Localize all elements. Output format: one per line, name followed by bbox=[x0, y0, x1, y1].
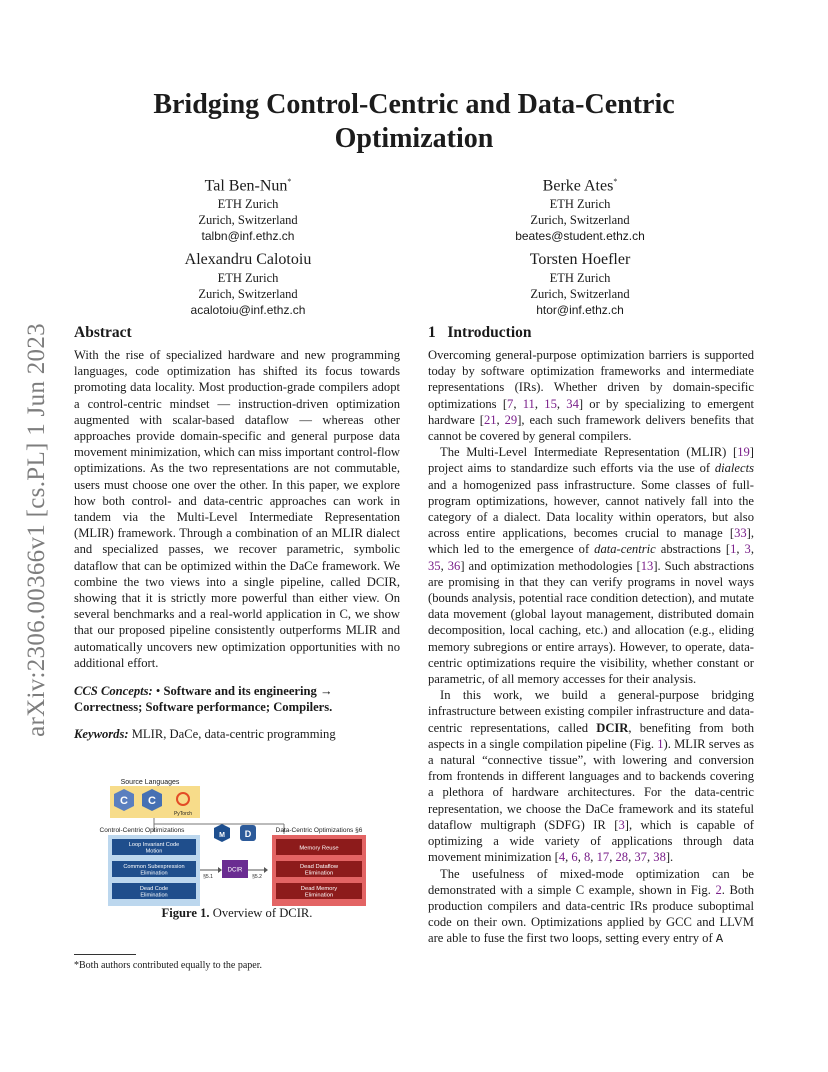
keywords bbox=[74, 727, 400, 742]
data-centric-label: Data-Centric Optimizations §6 bbox=[275, 827, 363, 834]
left-item-2-text-2: Elimination bbox=[140, 870, 168, 877]
intro-heading bbox=[428, 324, 754, 342]
control-centric-label: Control-Centric Optimizations bbox=[99, 827, 185, 834]
author-name: Berke Ates bbox=[542, 177, 614, 195]
abstract-text: With the rise of specialized hardware and new programming languages, code optimization has shifted its focus towards promoting data locality. Most production-grade compilers adopt a control-centric mindset — instruction-driven optimization augmented with scalar-based dataflow — whereas other approaches provide domain-specific and general purpose data movement minimization, which can miss important control-flow optimizations. As the two representations are not commutable, users must choose one over the other. In this paper, we explore how both control- and data-centric approaches can work in tandem via the Multi-Level Intermediate Representation (MLIR) framework. Through a combination of an MLIR dialect and specialized passes, we recover parametric, symbolic dataflow that can be optimized within the DaCe framework. We combine the two views into a single pipeline, called DCIR, showing that it is strictly more powerful than either view. On several benchmarks and a real-world application in C, we show that our proposed pipeline consistently outperforms MLIR and automatically uncovers new optimization opportunities with no additional effort. bbox=[74, 348, 400, 670]
intro-paragraph-4: The usefulness of mixed-mode optimization can be demonstrated with a simple C example, shown in Fig. 2. Both production compilers and data-centric IRs produce suboptimal code on their own. Optimizations applied by GCC and LLVM are able to fuse the first two loops, setting every entry of A bbox=[428, 866, 754, 947]
ccs-label: CCS Concepts: bbox=[74, 684, 153, 699]
right-item-3-text: Dead Memory bbox=[300, 886, 338, 892]
author-name: Tal Ben-Nun bbox=[204, 177, 288, 195]
figure-1-caption bbox=[74, 906, 400, 921]
sec-right-label: §5.2 bbox=[252, 874, 262, 880]
author-name: Torsten Hoefler bbox=[529, 251, 631, 268]
author-email[interactable]: talbn@inf.ethz.ch bbox=[201, 229, 295, 244]
figure-caption-text: Overview of DCIR. bbox=[212, 906, 313, 920]
author-email[interactable]: acalotoiu@inf.ethz.ch bbox=[190, 303, 306, 317]
author-mark: * bbox=[287, 177, 292, 186]
author-block-2 bbox=[450, 172, 710, 244]
author-block-3 bbox=[118, 250, 378, 318]
author-affiliation: ETH Zurich bbox=[217, 197, 279, 212]
author-location: Zurich, Switzerland bbox=[530, 287, 630, 301]
intro-paragraph-3: In this work, we build a general-purpose bridging infrastructure between existing compiler infrastructure and data-centric representations, called DCIR, benefiting from both aspects in a single compilation pipeline (Fig. 1). MLIR serves as a natural “connective tissue”, with lowering and conversion from frontends in different languages and to backends covering a plethora of hardware architectures. For the data-centric representation, we choose the DaCe framework and its stateful dataflow multigraph (SDFG) IR [3], which is capable of optimizing a wide variety of applications through data movement minimization [4, 6, 8, 17, 28, 37, 38]. bbox=[428, 688, 754, 865]
author-mark: * bbox=[613, 177, 618, 186]
intro-paragraph-1: Overcoming general-purpose optimization barriers is supported today by software optimization frameworks and intermediate representations (IRs). Whether driven by domain-specific optimizations [7, 11, 15, 34] or by specializing to emergent hardware [21, 29], each such framework delivers benefits that cannot be covered by general compilers. bbox=[428, 348, 754, 444]
arxiv-stamp bbox=[22, 300, 52, 760]
sec-left-label: §5.1 bbox=[203, 874, 213, 880]
abstract-heading: Abstract bbox=[74, 324, 132, 341]
author-location: Zurich, Switzerland bbox=[198, 287, 298, 301]
figure-caption-label: Figure 1. bbox=[161, 906, 210, 920]
author-block-1 bbox=[118, 172, 378, 244]
keywords-label: Keywords: bbox=[74, 727, 129, 742]
footnote: *Both authors contributed equally to the paper. bbox=[74, 960, 263, 971]
keywords-text: MLIR, DaCe, data-centric programming bbox=[131, 727, 336, 742]
arxiv-stamp-text: arXiv:2306.00366v1 [cs.PL] 1 Jun 2023 bbox=[23, 323, 50, 737]
intro-heading-text: Introduction bbox=[447, 324, 532, 341]
author-block-4 bbox=[450, 250, 710, 318]
paper-title: Bridging Control-Centric and Data-Centric Optimization bbox=[153, 89, 675, 154]
left-item-3-text-2: Elimination bbox=[140, 892, 168, 899]
intro-paragraph-2: The Multi-Level Intermediate Representation (MLIR) [19] project aims to standardize such efforts via the use of dialects and a homogenized pass infrastructure. Some classes of full-program optimizations, however, cannot natively fall into the category of a dialect. Data locality within operators, but also across entire applications, becomes crucial to manage [33], which led to the emergence of data-centric abstractions [1, 3, 35, 36] and optimization methodologies [13]. Such abstractions are promising in that they can verify programs in novel ways (bounds analysis, potential race condition detection), and mutate data movement (global layout management, distributed domain decomposition, local caching, etc.) and allocation (e.g., eliding memory subregions or entire arrays). However, to operate, data-centric optimizations require the visibility, whether constant or parametric, of all memory accesses for their analysis. bbox=[428, 445, 755, 687]
author-email[interactable]: beates@student.ethz.ch bbox=[515, 229, 645, 244]
ccs-text: Software and its engineering → Correctness; Software performance; Compilers. bbox=[74, 684, 333, 715]
right-column bbox=[428, 324, 754, 948]
svg-text:D: D bbox=[244, 829, 252, 839]
right-item-2-text-2: Elimination bbox=[304, 870, 334, 877]
dcir-label: DCIR bbox=[227, 867, 243, 874]
ccs-bullet: • bbox=[155, 684, 161, 699]
svg-text:C: C bbox=[148, 795, 156, 807]
right-item-3-text-2: Elimination bbox=[304, 892, 334, 899]
footnote-rule bbox=[74, 954, 136, 955]
author-affiliation: ETH Zurich bbox=[217, 271, 279, 285]
mlir-logo-icon bbox=[214, 824, 230, 842]
right-item-1-text: Memory Reuse bbox=[299, 845, 339, 852]
left-item-2-text: Common Subexpression bbox=[123, 864, 185, 870]
svg-text:C: C bbox=[120, 795, 128, 807]
figure-1-diagram bbox=[94, 772, 374, 912]
author-email[interactable]: htor@inf.ethz.ch bbox=[536, 303, 624, 317]
author-affiliation: ETH Zurich bbox=[549, 271, 611, 285]
ccs-concepts bbox=[74, 683, 400, 715]
pytorch-label: PyTorch bbox=[173, 811, 193, 817]
left-column bbox=[74, 324, 400, 742]
left-item-1-text: Loop Invariant Code bbox=[128, 842, 180, 848]
intro-heading-num: 1 bbox=[428, 324, 436, 341]
left-item-1-text-2: Motion bbox=[145, 848, 163, 855]
author-location: Zurich, Switzerland bbox=[198, 213, 298, 228]
left-item-3-text: Dead Code bbox=[139, 886, 169, 892]
dace-logo-icon bbox=[240, 825, 256, 841]
author-affiliation: ETH Zurich bbox=[549, 197, 611, 212]
source-languages-label: Source Languages bbox=[120, 779, 180, 786]
right-item-2-text: Dead Dataflow bbox=[299, 864, 339, 870]
author-location: Zurich, Switzerland bbox=[530, 213, 630, 228]
author-name: Alexandru Calotoiu bbox=[184, 251, 312, 268]
svg-text:M: M bbox=[219, 832, 225, 839]
